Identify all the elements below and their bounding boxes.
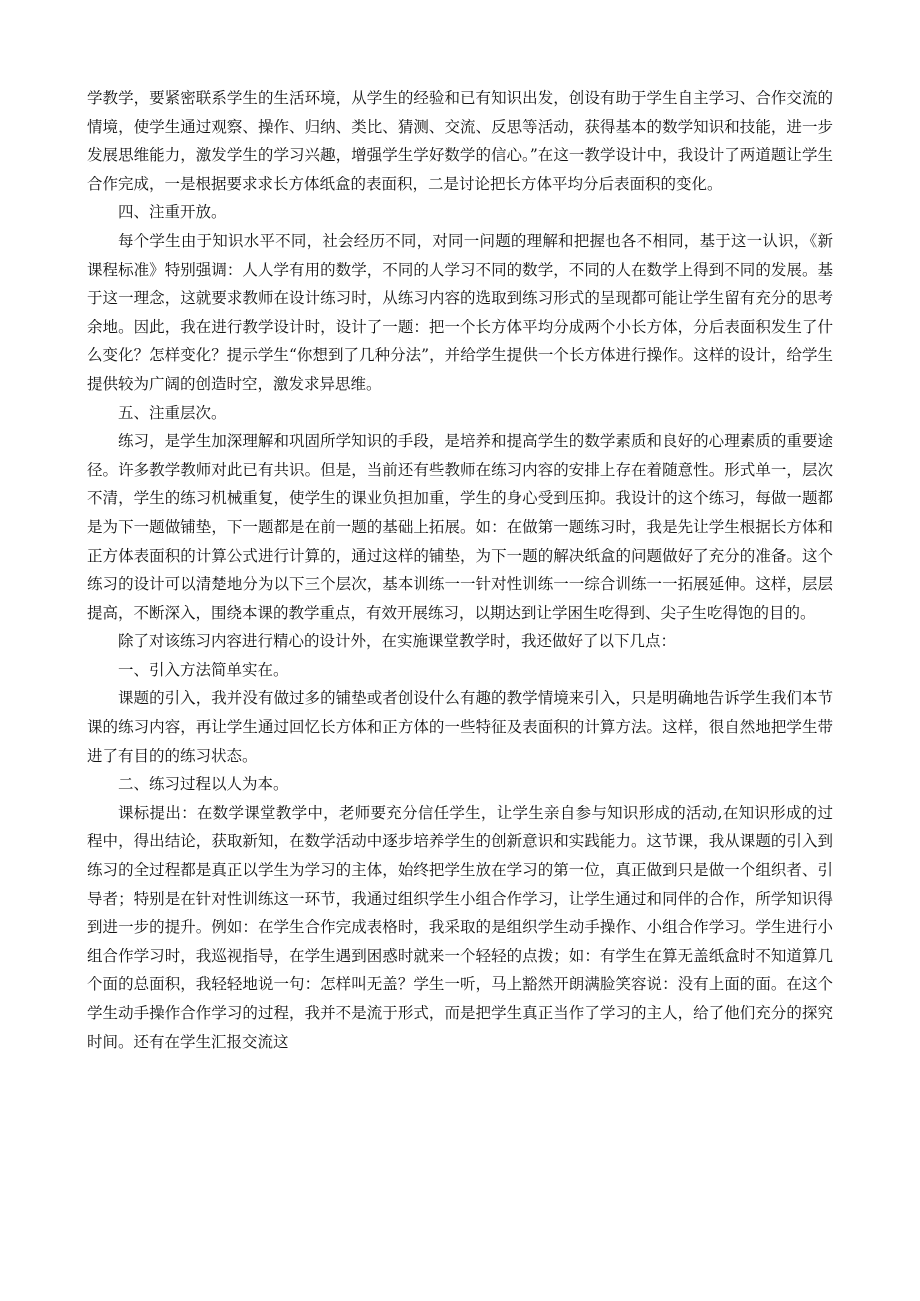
paragraph-introduction: 课题的引入，我并没有做过多的铺垫或者创设什么有趣的教学情境来引入，只是明确地告诉学生我们本节课的练习内容，再让学生通过回忆长方体和正方体的一些特征及表面积的计算方法。这样，很自然地把学生带进了有目的的练习状态。 [87,689,833,765]
document-body [87,84,833,1056]
point-heading-2: 二、练习过程以人为本。 [118,775,289,794]
paragraph-continuation: 学教学，要紧密联系学生的生活环境，从学生的经验和已有知识出发，创设有助于学生自主学习、合作交流的情境，使学生通过观察、操作、归纳、类比、猜测、交流、反思等活动，获得基本的数学知识和技能，进一步发展思维能力，激发学生的学习兴趣，增强学生学好数学的信心。”在这一教学设计中，我设计了两道题让学生合作完成，一是根据要求求长方体纸盒的表面积，二是讨论把长方体平均分后表面积的变化。 [87,89,833,193]
section-heading-4: 四、注重开放。 [118,203,227,222]
paragraph-openness: 每个学生由于知识水平不同，社会经历不同，对同一问题的理解和把握也各不相同，基于这一认识，《新课程标准》特别强调：人人学有用的数学，不同的人学习不同的数学，不同的人在数学上得到不同的发展。基于这一理念，这就要求教师在设计练习时，从练习内容的选取到练习形式的呈现都可能让学生留有充分的思考余地。因此，我在进行教学设计时，设计了一题：把一个长方体平均分成两个小长方体，分后表面积发生了什么变化？怎样变化？提示学生“你想到了几种分法”，并给学生提供一个长方体进行操作。这样的设计，给学生提供较为广阔的创造时空，激发求异思维。 [87,231,833,393]
paragraph-student-centered: 课标提出：在数学课堂教学中，老师要充分信任学生，让学生亲自参与知识形成的活动,在知识形成的过程中，得出结论，获取新知，在数学活动中逐步培养学生的创新意识和实践能力。这节课，我从课题的引入到练习的全过程都是真正以学生为学习的主体，始终把学生放在学习的第一位，真正做到只是做一个组织者、引导者；特别是在针对性训练这一环节，我通过组织学生小组合作学习，让学生通过和同伴的合作，所学知识得到进一步的提升。例如：在学生合作完成表格时，我采取的是组织学生动手操作、小组合作学习。学生进行小组合作学习时，我巡视指导，在学生遇到困惑时就来一个轻轻的点拨；如：有学生在算无盖纸盒时不知道算几个面的总面积，我轻轻地说一句：怎样叫无盖？学生一听，马上豁然开朗满脸笑容说：没有上面的面。在这个学生动手操作合作学习的过程，我并不是流于形式，而是把学生真正当作了学习的主人，给了他们充分的探究时间。还有在学生汇报交流这 [87,803,833,1051]
paragraph-levels: 练习，是学生加深理解和巩固所学知识的手段，是培养和提高学生的数学素质和良好的心理素质的重要途径。许多教学教师对此已有共识。但是，当前还有些教师在练习内容的安排上存在着随意性。形式单一，层次不清，学生的练习机械重复，使学生的课业负担加重，学生的身心受到压抑。我设计的这个练习，每做一题都是为下一题做铺垫，下一题都是在前一题的基础上拓展。如：在做第一题练习时，我是先让学生根据长方体和正方体表面积的计算公式进行计算的，通过这样的铺垫，为下一题的解决纸盒的问题做好了充分的准备。这个练习的设计可以清楚地分为以下三个层次，基本训练一一针对性训练一一综合训练一一拓展延伸。这样，层层提高，不断深入，围绕本课的教学重点，有效开展练习，以期达到让学困生吃得到、尖子生吃得饱的目的。 [87,432,833,622]
section-heading-5: 五、注重层次。 [118,403,227,422]
paragraph-intro-points: 除了对该练习内容进行精心的设计外，在实施课堂教学时，我还做好了以下几点： [118,632,677,651]
point-heading-1: 一、引入方法简单实在。 [118,660,289,679]
